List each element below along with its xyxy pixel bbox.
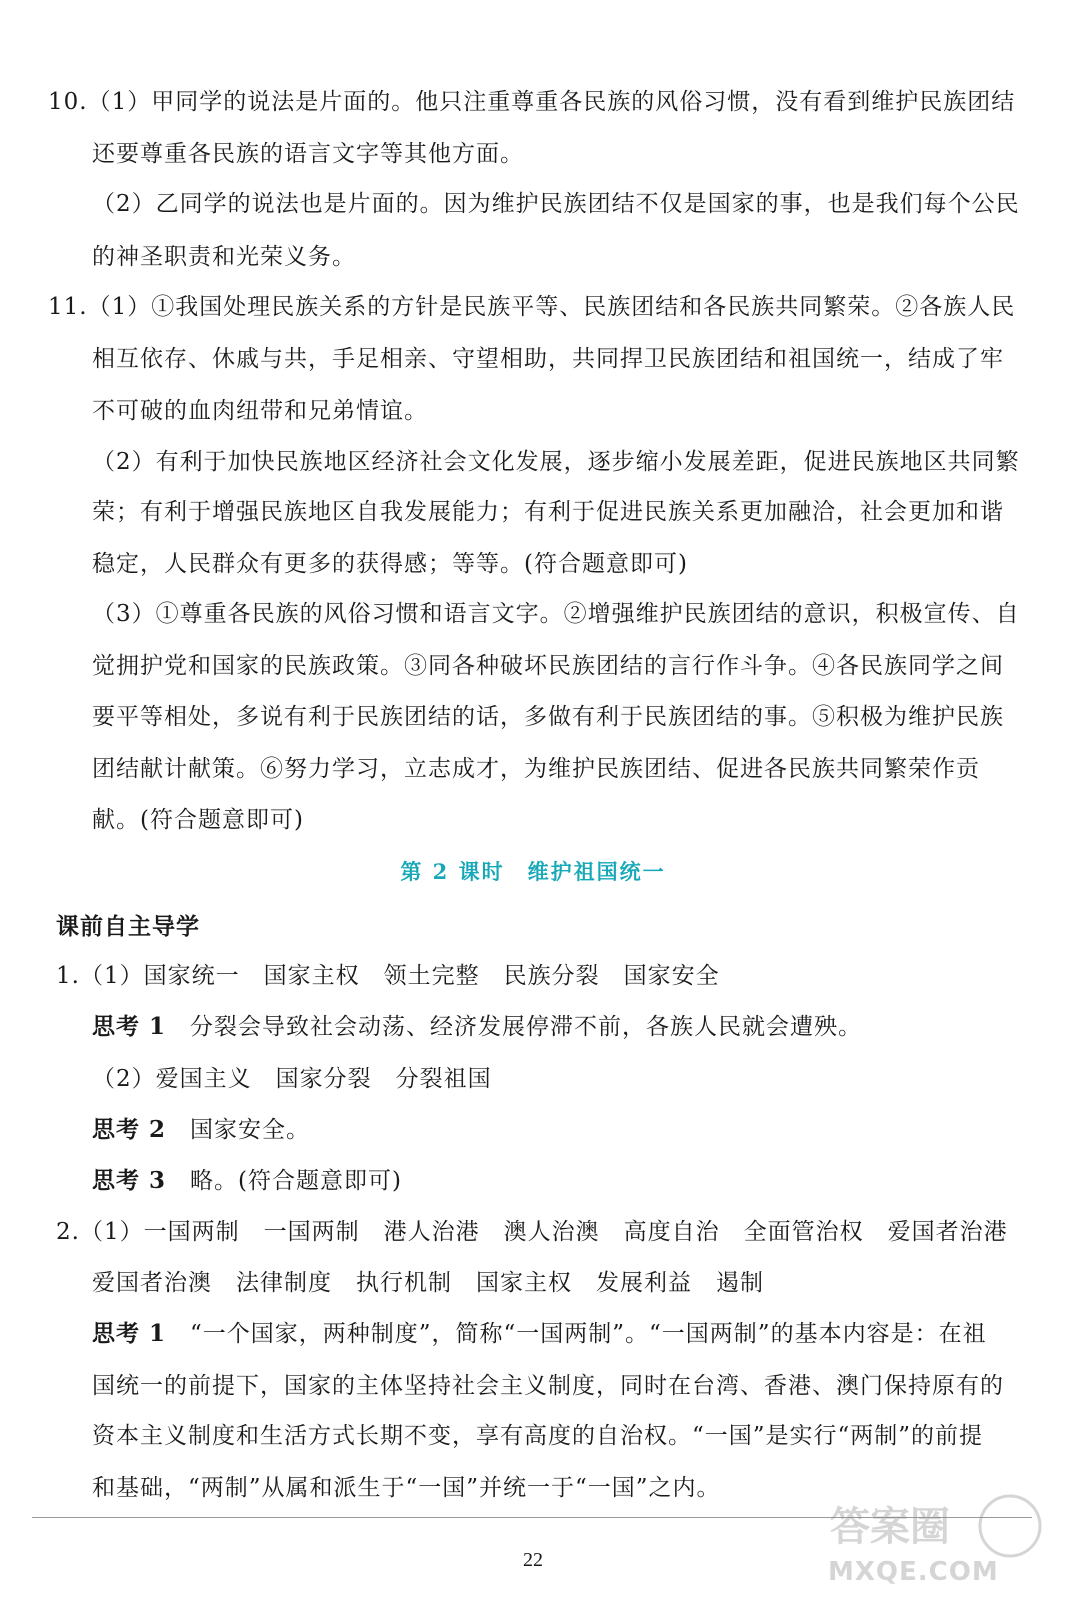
think-label: 思考 3 — [92, 1167, 167, 1194]
item-2-line-1: 2.（1）一国两制 一国两制 港人治港 澳人治澳 高度自治 全面管治权 爱国者治港 — [56, 1219, 1008, 1245]
answer-11-line-9: 要平等相处，多说有利于民族团结的话，多做有利于民族团结的事。⑤积极为维护民族 — [92, 704, 1004, 730]
answer-11-line-8: 觉拥护党和国家的民族政策。③同各种破坏民族团结的言行作斗争。④各民族同学之间 — [92, 653, 1004, 679]
answer-11-line-10: 团结献计献策。⑥努力学习，立志成才，为维护民族团结、促进各民族共同繁荣作贡 — [92, 756, 980, 782]
answer-10-line-2: 还要尊重各民族的语言文字等其他方面。 — [92, 141, 524, 167]
answer-11-line-2: 相互依存、休戚与共，手足相亲、守望相助，共同捍卫民族团结和祖国统一，结成了牢 — [92, 346, 1004, 372]
think-label: 思考 2 — [92, 1116, 167, 1143]
think-text: “一个国家，两种制度”，简称“一国两制”。“一国两制”的基本内容是：在祖 — [166, 1321, 987, 1347]
think-4-line-4: 和基础，“两制”从属和派生于“一国”并统一于“一国”之内。 — [92, 1475, 721, 1501]
answer-11-line-5: 荣；有利于增强民族地区自我发展能力；有利于促进民族关系更加融洽，社会更加和谐 — [92, 499, 1004, 525]
think-3-line — [92, 1167, 402, 1195]
think-text: 国家安全。 — [166, 1117, 311, 1143]
think-label: 思考 1 — [92, 1320, 167, 1347]
answer-11-line-4: （2）有利于加快民族地区经济社会文化发展，逐步缩小发展差距，促进民族地区共同繁 — [92, 449, 1020, 475]
think-text: 分裂会导致社会动荡、经济发展停滞不前，各族人民就会遭殃。 — [166, 1014, 863, 1040]
think-text: 略。(符合题意即可) — [166, 1168, 402, 1194]
answer-11-line-1: 11.（1）①我国处理民族关系的方针是民族平等、民族团结和各民族共同繁荣。②各族人民 — [48, 294, 1016, 320]
item-1-line-2: （2）爱国主义 国家分裂 分裂祖国 — [92, 1066, 492, 1092]
think-1-line — [92, 1013, 862, 1041]
subheading: 课前自主导学 — [56, 913, 200, 940]
page-number: 22 — [523, 1549, 543, 1571]
answer-10-line-1: 10.（1）甲同学的说法是片面的。他只注重尊重各民族的风俗习惯，没有看到维护民族团结 — [48, 89, 1016, 115]
think-4-line-2: 国统一的前提下，国家的主体坚持社会主义制度，同时在台湾、香港、澳门保持原有的 — [92, 1373, 1004, 1399]
svg-text:MXQE.COM: MXQE.COM — [828, 1557, 999, 1587]
item-2-line-2: 爱国者治澳 法律制度 执行机制 国家主权 发展利益 遏制 — [92, 1270, 764, 1296]
think-label: 思考 1 — [92, 1013, 167, 1040]
svg-text:答案圈: 答案圈 — [830, 1504, 950, 1550]
answer-11-line-7: （3）①尊重各民族的风俗习惯和语言文字。②增强维护民族团结的意识，积极宣传、自 — [92, 601, 1020, 627]
watermark-logo — [820, 1488, 1056, 1588]
think-4-line — [92, 1320, 987, 1348]
answer-10-line-3: （2）乙同学的说法也是片面的。因为维护民族团结不仅是国家的事，也是我们每个公民 — [92, 191, 1020, 217]
answer-11-line-11: 献。(符合题意即可) — [92, 807, 304, 833]
section-title: 第 2 课时 维护祖国统一 — [400, 859, 666, 884]
think-4-line-3: 资本主义制度和生活方式长期不变，享有高度的自治权。“一国”是实行“两制”的前提 — [92, 1423, 984, 1449]
item-1-line-1: 1.（1）国家统一 国家主权 领土完整 民族分裂 国家安全 — [56, 963, 720, 989]
answer-10-line-4: 的神圣职责和光荣义务。 — [92, 244, 356, 270]
answer-11-line-6: 稳定，人民群众有更多的获得感；等等。(符合题意即可) — [92, 551, 688, 577]
think-2-line — [92, 1116, 310, 1144]
answer-11-line-3: 不可破的血肉纽带和兄弟情谊。 — [92, 398, 428, 424]
